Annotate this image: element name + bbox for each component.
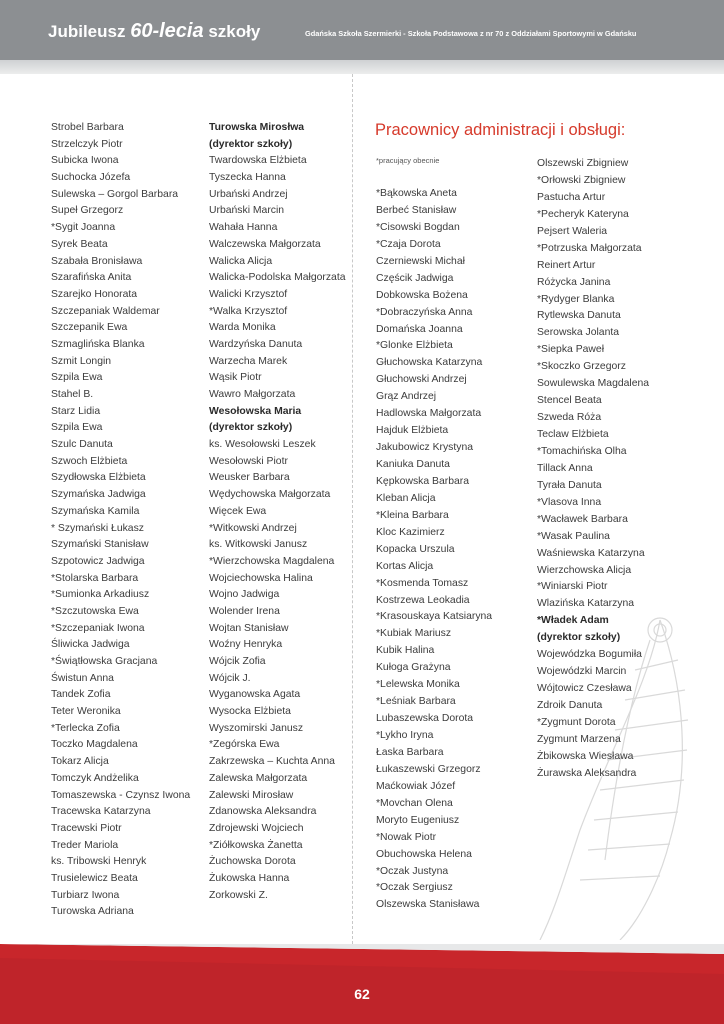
staff-name-item: *Rydyger Blanka (537, 293, 615, 305)
name-list-item: Urbański Andrzej (209, 188, 288, 200)
header-subtitle: Gdańska Szkoła Szermierki - Szkoła Podstawowa z nr 70 z Oddziałami Sportowymi w Gdańsku (305, 29, 637, 38)
name-list-item: Wysocka Elżbieta (209, 706, 291, 718)
name-list-item: Wójcik Zofia (209, 656, 266, 667)
staff-name-item: *Kleina Barbara (376, 509, 449, 521)
name-list-item: Tomaszewska - Czynsz Iwona (51, 789, 191, 801)
admin-column-2 (537, 156, 649, 783)
name-list-item: Wąsik Piotr (209, 372, 262, 384)
staff-name-item: Głuchowski Andrzej (376, 374, 467, 386)
name-list-item: Szarejko Honorata (51, 288, 138, 300)
staff-name-item: *Lykho Iryna (376, 730, 434, 741)
staff-name-item: Czerniewski Michał (376, 255, 465, 267)
name-list-item: Szmaglińska Blanka (51, 338, 145, 350)
name-list-item: Tyszecka Hanna (209, 172, 286, 184)
staff-name-item: *Skoczko Grzegorz (537, 361, 626, 373)
header-band (0, 60, 724, 74)
staff-name-item: Żurawska Aleksandra (537, 767, 637, 779)
name-list-item: Trusielewicz Beata (51, 872, 138, 884)
name-list-item: Tokarz Alicja (51, 756, 109, 768)
staff-name-item: *Wasak Paulina (537, 530, 610, 542)
staff-name-item: Kleban Alicja (376, 492, 436, 504)
staff-name-item: *Oczak Sergiusz (376, 882, 453, 894)
header-title-emphasis: 60-lecia (130, 20, 204, 42)
staff-name-item: Kostrzewa Leokadia (376, 594, 470, 606)
name-list-item: *Witkowski Andrzej (209, 522, 297, 534)
name-list-item: Śliwicka Jadwiga (51, 639, 130, 651)
name-list-item: Turbiarz Iwona (51, 889, 120, 901)
staff-name-item: *Orłowski Zbigniew (537, 174, 626, 186)
name-list-item: Świstun Anna (51, 672, 114, 684)
name-list-item: Szpila Ewa (51, 422, 103, 434)
name-list-item: Żukowska Hanna (209, 872, 290, 884)
admin-column-1 (376, 186, 492, 914)
name-list-item: Zdanowska Aleksandra (209, 806, 317, 818)
staff-name-item: Kortas Alicja (376, 560, 434, 572)
staff-name-item: Częścik Jadwiga (376, 272, 454, 284)
name-list-item: *Szczutowska Ewa (51, 605, 139, 617)
name-list-item: Woźny Henryka (209, 639, 283, 651)
name-list-item: Szmit Longin (51, 355, 112, 367)
section-title: Pracownicy administracji i obsługi: (375, 121, 626, 139)
name-list-item: Wędychowska Małgorzata (209, 489, 331, 501)
staff-name-item: Kloc Kazimierz (376, 526, 445, 538)
staff-name-item: Dobkowska Bożena (376, 289, 468, 301)
name-list-item: Wesołowska Maria (209, 405, 302, 417)
name-list-item: Walicka Alicja (209, 255, 273, 267)
name-list-item: ks. Tribowski Henryk (51, 856, 147, 868)
staff-name-item: *Cisowski Bogdan (376, 221, 460, 233)
name-list-item: Twardowska Elżbieta (209, 155, 307, 167)
name-list-item: *Szczepaniak Iwona (51, 622, 145, 634)
name-list-item: *Wierzchowska Magdalena (209, 555, 335, 567)
name-list-item: Suchocka Józefa (51, 172, 131, 184)
name-list-item: Wawro Małgorzata (209, 389, 296, 400)
name-list-item: Urbański Marcin (209, 205, 285, 217)
staff-name-item: Wojewódzki Marcin (537, 666, 627, 678)
staff-name-item: Waśniewska Katarzyna (537, 547, 645, 559)
name-list-item: Więcek Ewa (209, 505, 267, 517)
staff-name-item: Zdroik Danuta (537, 700, 603, 711)
name-list-item: Sulewska – Gorgol Barbara (51, 188, 179, 200)
name-list-item: Teter Weronika (51, 706, 121, 718)
name-list-item: Tracewska Katarzyna (51, 806, 151, 818)
staff-name-item: *Zygmunt Dorota (537, 716, 616, 728)
staff-name-item: Jakubowicz Krystyna (376, 442, 474, 454)
staff-name-item: *Kosmenda Tomasz (376, 577, 469, 589)
name-list-item: Syrek Beata (51, 238, 108, 250)
staff-name-item: Stencel Beata (537, 395, 602, 407)
staff-name-item: Pejsert Waleria (537, 225, 608, 237)
name-list-item: Zakrzewska – Kuchta Anna (209, 756, 335, 768)
staff-name-item: Wójtowicz Czesława (537, 683, 632, 695)
name-list-item: Weusker Barbara (209, 472, 290, 484)
name-list-item: Warzecha Marek (209, 355, 288, 367)
header-title-suffix: szkoły (208, 22, 261, 41)
name-list-item: ks. Witkowski Janusz (209, 539, 308, 551)
staff-name-item: Teclaw Elżbieta (537, 429, 609, 440)
staff-name-item: *Dobraczyńska Anna (376, 306, 473, 318)
page-number: 62 (354, 986, 370, 1002)
staff-name-item: *Potrzuska Małgorzata (537, 242, 642, 254)
name-list-item: Tandek Zofia (51, 689, 111, 701)
name-list-item: Starz Lidia (51, 405, 101, 417)
staff-name-item: Wojewódzka Bogumiła (537, 649, 642, 661)
column-divider (352, 74, 353, 944)
staff-name-item: *Vlasova Inna (537, 496, 602, 508)
section-note: *pracujący obecnie (376, 156, 440, 165)
name-list-item: *Sumionka Arkadiusz (51, 589, 150, 601)
staff-name-item: *Pecheryk Kateryna (537, 208, 629, 220)
staff-name-item: Berbeć Stanisław (376, 204, 457, 216)
name-list-item: Szwoch Elżbieta (51, 455, 128, 467)
name-list-item: Wesołowski Piotr (209, 455, 288, 467)
name-list-item: Wardzyńska Danuta (209, 338, 303, 350)
staff-name-item: *Czaja Dorota (376, 238, 441, 250)
staff-name-item: Sowulewska Magdalena (537, 378, 650, 390)
page-header (0, 0, 724, 66)
name-list-item: *Świątłowska Gracjana (51, 656, 158, 667)
staff-name-item: *Leśniak Barbara (376, 696, 456, 708)
name-list-item: Turowska Adriana (51, 906, 134, 918)
name-list-item: *Sygit Joanna (51, 222, 116, 234)
staff-name-item: Kaniuka Danuta (376, 459, 450, 470)
name-list-item: Wojciechowska Halina (209, 572, 313, 584)
name-list-item: Szulc Danuta (51, 439, 113, 451)
name-list-item: Żuchowska Dorota (209, 856, 296, 868)
staff-name-item: *Wacławek Barbara (537, 513, 628, 525)
staff-name-item: *Nowak Piotr (376, 831, 437, 843)
name-list-item: Wyszomirski Janusz (209, 722, 304, 734)
staff-name-item: *Glonke Elżbieta (376, 340, 453, 352)
staff-name-item: Olszewski Zbigniew (537, 158, 629, 169)
name-list-item: Wójcik J. (209, 672, 251, 684)
staff-column-2 (209, 120, 345, 904)
name-list-item: Szydłowska Elżbieta (51, 472, 146, 484)
name-list-item: Treder Mariola (51, 839, 119, 851)
staff-name-item: *Siepka Paweł (537, 344, 605, 356)
name-list-item: ks. Wesołowski Leszek (209, 439, 316, 451)
staff-name-item: *Movchan Olena (376, 797, 453, 809)
name-list-item: Szymańska Jadwiga (51, 489, 146, 501)
staff-name-item: Kopacka Urszula (376, 543, 455, 555)
staff-name-item: Różycka Janina (537, 276, 611, 288)
staff-name-item: Domańska Joanna (376, 323, 463, 335)
name-list-item: Zorkowski Z. (209, 889, 268, 901)
staff-name-item: Żbikowska Wiesława (537, 750, 634, 762)
staff-name-item: *Bąkowska Aneta (376, 188, 457, 199)
staff-name-item: Łaska Barbara (376, 746, 444, 758)
name-list-item: Turowska Mirosłwa (209, 122, 305, 133)
staff-name-item: *Winiarski Piotr (537, 581, 608, 593)
staff-name-item: Pastucha Artur (537, 191, 606, 203)
staff-name-item: Reinert Artur (537, 259, 596, 271)
staff-name-item: Wlazińska Katarzyna (537, 598, 635, 610)
staff-name-item: Kułoga Grażyna (376, 662, 451, 674)
name-list-item: Walczewska Małgorzata (209, 238, 321, 250)
name-list-item: Stahel B. (51, 389, 94, 400)
footer-band (0, 944, 724, 1024)
name-list-item: *Ziółkowska Żanetta (209, 839, 303, 851)
name-list-item: Szymański Stanisław (51, 539, 149, 551)
name-list-item: Szczepanik Ewa (51, 322, 128, 334)
name-list-item: Wojno Jadwiga (209, 589, 280, 601)
staff-name-item: *Kubiak Mariusz (376, 628, 452, 640)
name-list-item: (dyrektor szkoły) (209, 138, 293, 150)
name-list-item: Zalewski Mirosław (209, 789, 294, 801)
name-list-item: *Walka Krzysztof (209, 305, 288, 317)
staff-name-item: *Lelewska Monika (376, 679, 460, 691)
name-list-item: Strzelczyk Piotr (51, 138, 123, 150)
staff-column-1 (51, 120, 190, 921)
header-title-prefix: Jubileusz (48, 22, 126, 41)
staff-name-item: Łukaszewski Grzegorz (376, 763, 481, 775)
staff-name-item: Kubik Halina (376, 645, 435, 657)
header-title (48, 20, 260, 43)
name-list-item: * Szymański Łukasz (51, 522, 144, 534)
name-list-item: Szabała Bronisława (51, 255, 143, 267)
name-list-item: Wyganowska Agata (209, 689, 301, 701)
staff-name-item: Tyrała Danuta (537, 479, 602, 491)
name-list-item: Szpila Ewa (51, 372, 103, 384)
name-list-item: Walicki Krzysztof (209, 288, 288, 300)
staff-name-item: (dyrektor szkoły) (537, 632, 621, 644)
name-list-item: Szczepaniak Waldemar (51, 305, 160, 317)
staff-name-item: Szweda Róża (537, 412, 602, 424)
name-list-item: Szpotowicz Jadwiga (51, 555, 145, 567)
name-list-item: Toczko Magdalena (51, 739, 138, 751)
staff-name-item: *Oczak Justyna (376, 865, 449, 877)
staff-name-item: Rytlewska Danuta (537, 310, 621, 322)
staff-name-item: Olszewska Stanisława (376, 899, 480, 911)
name-list-item: Tomczyk Andżelika (51, 772, 139, 784)
name-list-item: (dyrektor szkoły) (209, 422, 293, 434)
name-list-item: Subicka Iwona (51, 155, 119, 167)
name-list-item: *Zegórska Ewa (209, 739, 280, 751)
staff-name-item: Hajduk Elżbieta (376, 425, 449, 437)
name-list-item: *Stolarska Barbara (51, 572, 139, 584)
name-list-item: Warda Monika (209, 322, 276, 334)
staff-name-item: Maćkowiak Józef (376, 780, 456, 792)
staff-name-item: *Krasouskaya Katsiaryna (376, 611, 493, 623)
staff-name-item: Obuchowska Helena (376, 848, 472, 860)
staff-name-item: *Tomachińska Olha (537, 445, 627, 457)
name-list-item: Szarafińska Anita (51, 272, 132, 284)
staff-name-item: Tillack Anna (537, 462, 593, 474)
staff-name-item: Kępkowska Barbara (376, 475, 469, 487)
name-list-item: Wolender Irena (209, 605, 280, 617)
staff-name-item: *Władek Adam (537, 615, 609, 627)
staff-name-item: Zygmunt Marzena (537, 733, 621, 745)
name-list-item: Zdrojewski Wojciech (209, 822, 304, 834)
name-list-item: *Terlecka Zofia (51, 722, 120, 734)
staff-name-item: Głuchowska Katarzyna (376, 357, 483, 369)
name-list-item: Supeł Grzegorz (51, 205, 124, 217)
staff-name-item: Lubaszewska Dorota (376, 713, 474, 725)
name-list-item: Wahała Hanna (209, 222, 278, 234)
staff-name-item: Hadlowska Małgorzata (376, 408, 482, 420)
name-list-item: Walicka-Podolska Małgorzata (209, 272, 346, 284)
name-list-item: Tracewski Piotr (51, 822, 122, 834)
staff-name-item: Wierzchowska Alicja (537, 564, 632, 576)
staff-name-item: Grąz Andrzej (376, 391, 437, 403)
name-list-item: Wojtan Stanisław (209, 622, 289, 634)
name-list-item: Szymańska Kamila (51, 505, 140, 517)
name-list-item: Zalewska Małgorzata (209, 772, 308, 784)
name-list-item: Strobel Barbara (51, 122, 124, 133)
staff-name-item: Moryto Eugeniusz (376, 814, 460, 826)
staff-name-item: Serowska Jolanta (537, 327, 620, 339)
